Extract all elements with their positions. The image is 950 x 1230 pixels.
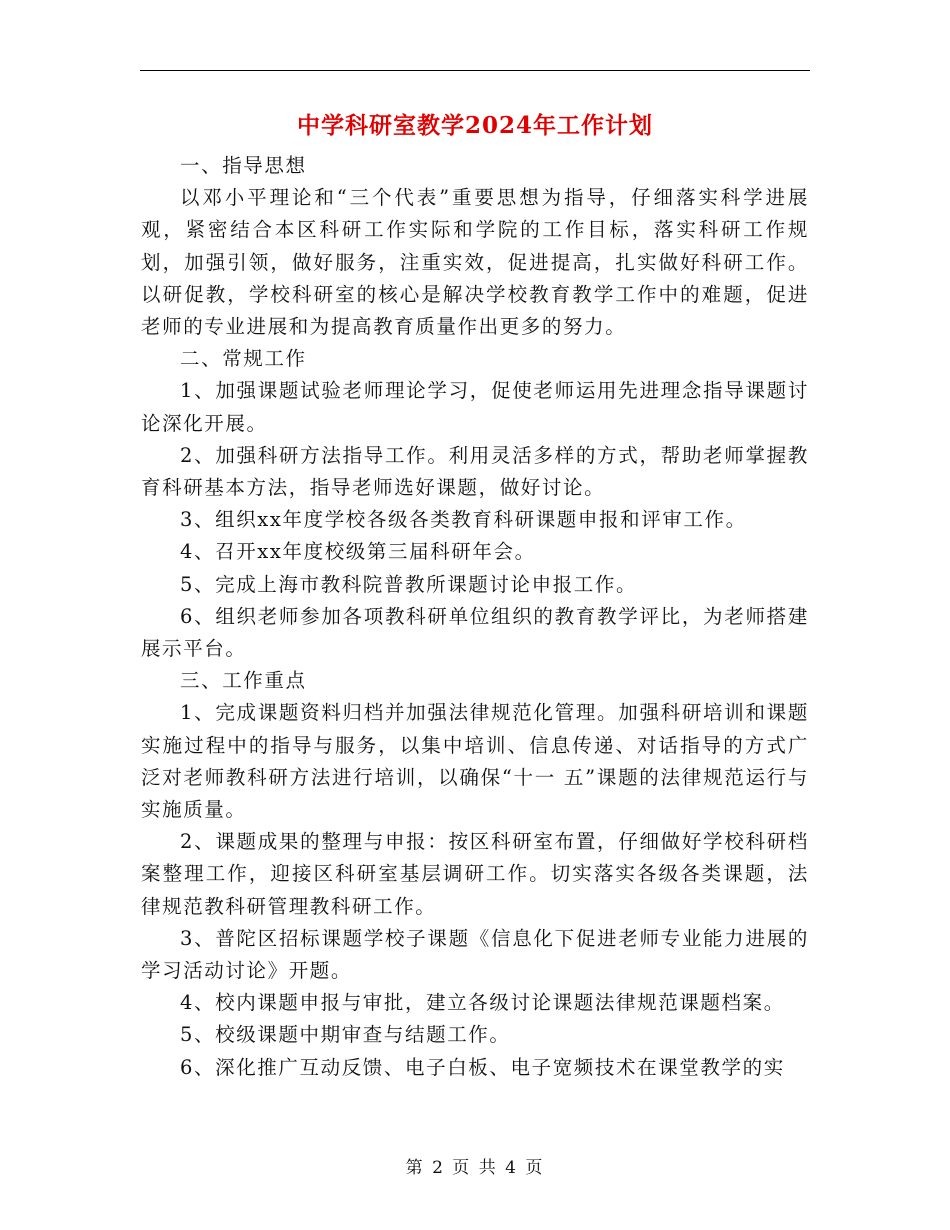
- body-paragraph: 以邓小平理论和“三个代表”重要思想为指导，仔细落实科学进展观，紧密结合本区科研工作实际和学院的工作目标，落实科研工作规划，加强引领，做好服务，注重实效，促进提高，扎实做好科研工作。以研促教，学校科研室的核心是解决学校教育教学工作中的难题，促进老师的专业进展和为提高教育质量作出更多的努力。: [141, 186, 809, 339]
- list-item: 6、深化推广互动反馈、电子白板、电子宽频技术在课堂教学的实: [180, 1055, 785, 1079]
- list-item: 2、加强科研方法指导工作。利用灵活多样的方式，帮助老师掌握教育科研基本方法，指导老师选好课题，做好讨论。: [141, 443, 809, 500]
- section-heading: 二、常规工作: [180, 347, 307, 371]
- list-item: 2、课题成果的整理与申报：按区科研室布置，仔细做好学校科研档案整理工作，迎接区科研室基层调研工作。切实落实各级各类课题，法律规范教科研管理教科研工作。: [141, 830, 809, 918]
- document-body: [141, 150, 809, 1084]
- list-item: 4、校内课题申报与审批，建立各级讨论课题法律规范课题档案。: [180, 991, 785, 1015]
- list-item: 3、普陀区招标课题学校子课题《信息化下促进老师专业能力进展的学习活动讨论》开题。: [141, 926, 809, 983]
- list-item: 4、召开xx年度校级第三届科研年会。: [180, 540, 536, 564]
- list-item: 1、完成课题资料归档并加强法律规范化管理。加强科研培训和课题实施过程中的指导与服务，以集中培训、信息传递、对话指导的方式广泛对老师教科研方法进行培训，以确保“十一 五”课题的法律规范运行与实施质量。: [141, 701, 809, 822]
- section-heading: 一、指导思想: [180, 154, 307, 177]
- document-title: 中学科研室教学2024年工作计划: [296, 112, 653, 139]
- section-heading: 三、工作重点: [180, 669, 307, 693]
- list-item: 3、组织xx年度学校各级各类教育科研课题申报和评审工作。: [180, 508, 747, 532]
- list-item: 5、完成上海市教科院普教所课题讨论申报工作。: [180, 572, 638, 596]
- list-item: 1、加强课题试验老师理论学习，促使老师运用先进理念指导课题讨论深化开展。: [141, 379, 809, 435]
- list-item: 6、组织老师参加各项教科研单位组织的教育教学评比，为老师搭建展示平台。: [141, 604, 809, 661]
- page-number: 第 2 页 共 4 页: [405, 1158, 545, 1178]
- header-rule: [140, 70, 810, 71]
- list-item: 5、校级课题中期审查与结题工作。: [180, 1023, 511, 1047]
